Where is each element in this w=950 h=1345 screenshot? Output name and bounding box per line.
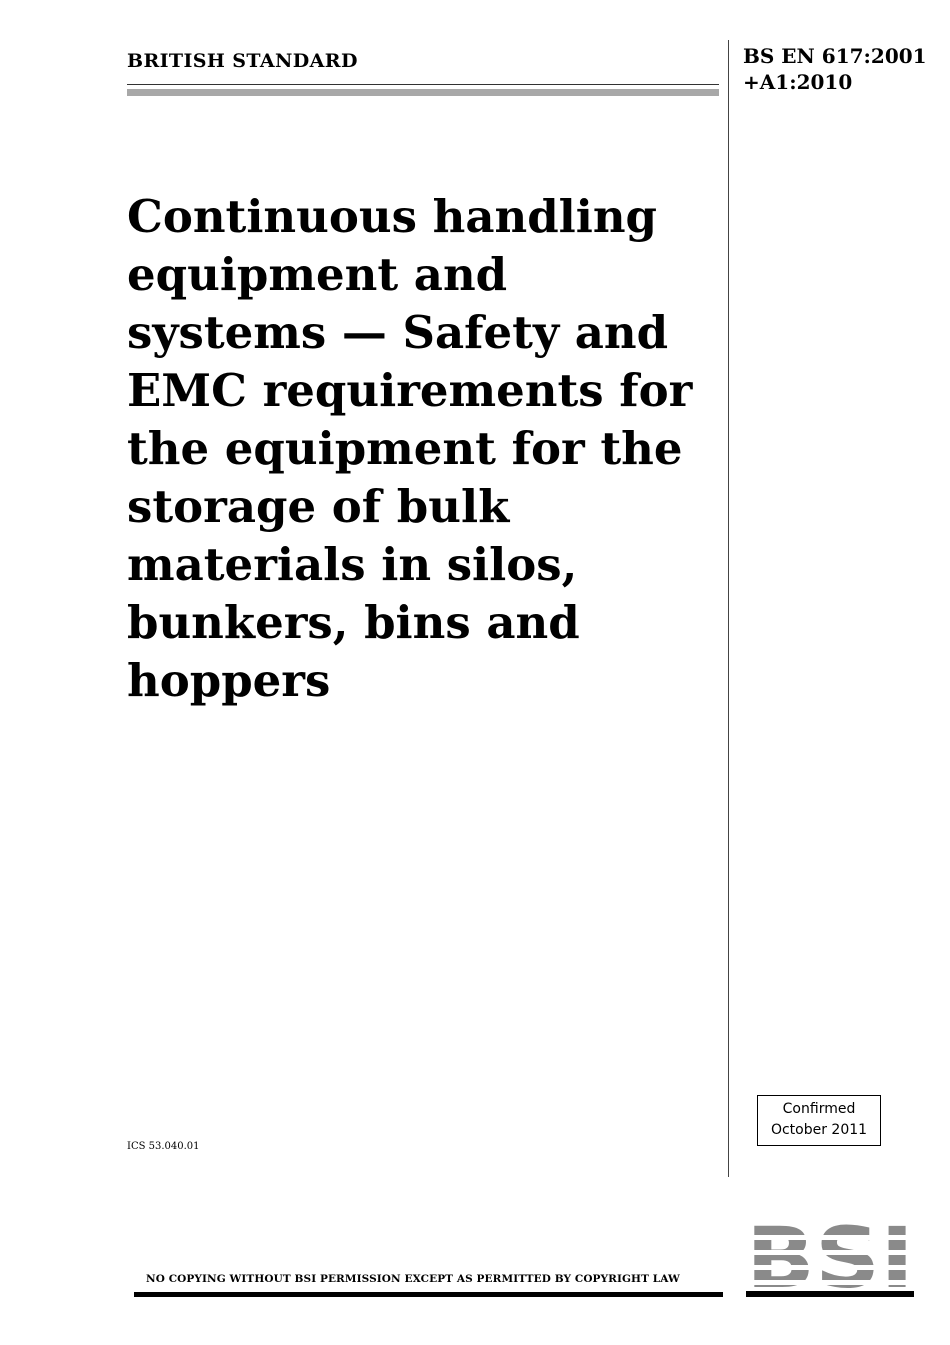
bsi-logo-graphic <box>746 1221 914 1297</box>
logo-fill <box>746 1221 914 1297</box>
title-line: storage of bulk <box>127 480 510 533</box>
header-rule-thin <box>127 84 719 85</box>
document-number-main: BS EN 617:2001 <box>743 44 927 68</box>
logo-underline <box>746 1291 914 1297</box>
document-title <box>127 188 717 710</box>
title-line: Continuous handling <box>127 190 658 243</box>
title-line: the equipment for the <box>127 422 683 475</box>
bsi-logo <box>746 1221 914 1297</box>
document-number-amendment: +A1:2010 <box>743 70 853 94</box>
copyright-notice: NO COPYING WITHOUT BSI PERMISSION EXCEPT AS PERMITTED BY COPYRIGHT LAW <box>146 1273 680 1285</box>
confirmed-stamp <box>757 1095 881 1146</box>
title-line: hoppers <box>127 654 331 707</box>
document-number <box>743 43 927 95</box>
title-line: bunkers, bins and <box>127 596 580 649</box>
title-line: systems — Safety and <box>127 306 669 359</box>
vertical-divider <box>728 40 729 1177</box>
title-line: equipment and <box>127 248 508 301</box>
confirmed-label: Confirmed <box>782 1101 856 1117</box>
confirmed-date: October 2011 <box>770 1122 868 1138</box>
ics-code: ICS 53.040.01 <box>127 1141 200 1152</box>
series-label: BRITISH STANDARD <box>127 50 358 72</box>
title-line: materials in silos, <box>127 538 578 591</box>
footer-rule <box>134 1292 723 1297</box>
title-line: EMC requirements for <box>127 364 693 417</box>
header-rule-thick <box>127 89 719 96</box>
